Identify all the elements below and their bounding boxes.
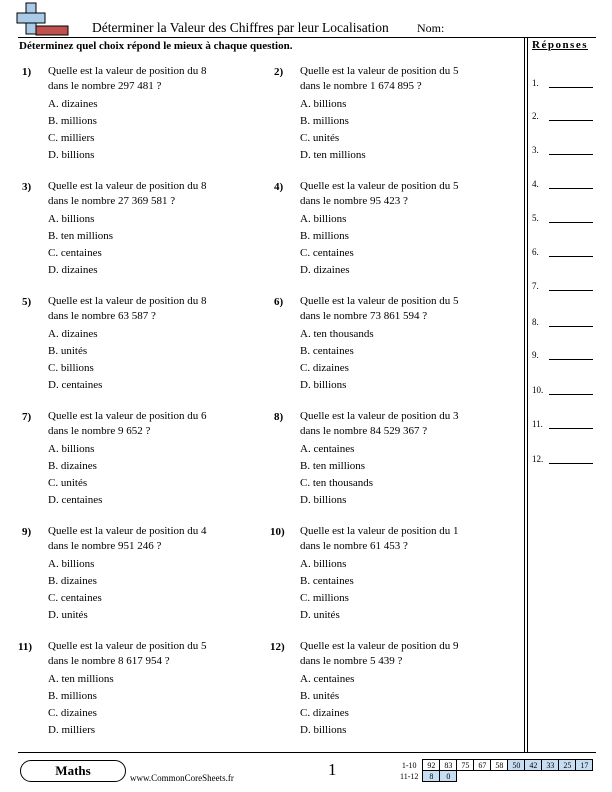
answer-slot[interactable] xyxy=(532,247,596,257)
question-line: dans le nombre 61 453 ? xyxy=(300,539,408,552)
answer-slot[interactable] xyxy=(532,281,596,291)
answer-option[interactable]: C. unités xyxy=(48,476,88,489)
answer-slot[interactable] xyxy=(532,78,596,88)
question-line: dans le nombre 5 439 ? xyxy=(300,654,403,667)
answer-option[interactable]: D. billions xyxy=(48,148,95,161)
answer-option[interactable]: B. dizaines xyxy=(48,574,97,587)
question-line: dans le nombre 84 529 367 ? xyxy=(300,424,428,437)
question-text xyxy=(48,524,258,553)
answer-option[interactable]: A. billions xyxy=(300,98,347,110)
question-line: Quelle est la valeur de position du 1 xyxy=(300,525,459,537)
answer-option[interactable]: A. dizaines xyxy=(48,328,98,340)
answer-slot[interactable] xyxy=(532,385,596,395)
answer-option[interactable]: D. milliers xyxy=(48,723,96,736)
answer-option[interactable]: C. centaines xyxy=(48,246,102,259)
answer-option[interactable]: A. centaines xyxy=(300,673,355,685)
question-line: dans le nombre 27 369 581 ? xyxy=(48,194,176,207)
answer-option[interactable]: B. millions xyxy=(300,114,349,127)
answer-option[interactable]: C. dizaines xyxy=(300,706,349,719)
answer-line[interactable] xyxy=(549,326,593,327)
question-number: 5) xyxy=(22,296,32,308)
answer-option[interactable]: B. ten millions xyxy=(300,459,366,472)
question-text xyxy=(48,179,258,208)
answer-option[interactable]: C. centaines xyxy=(48,591,102,604)
subject-badge: Maths xyxy=(20,760,126,782)
answer-slot[interactable] xyxy=(532,213,596,223)
answer-line[interactable] xyxy=(549,290,593,291)
question-line: dans le nombre 951 246 ? xyxy=(48,539,162,552)
question-number: 4) xyxy=(274,181,284,193)
answer-number: 3. xyxy=(532,145,539,155)
option-list xyxy=(300,556,354,624)
answer-option[interactable]: D. centaines xyxy=(48,493,103,506)
instructions: Déterminez quel choix répond le mieux à chaque question. xyxy=(19,40,293,52)
answer-option[interactable]: B. unités xyxy=(300,689,340,702)
answer-option[interactable]: C. unités xyxy=(300,131,340,144)
option-list xyxy=(48,671,114,739)
answer-option[interactable]: C. milliers xyxy=(48,131,95,144)
question-number: 6) xyxy=(274,296,284,308)
answer-option[interactable]: B. millions xyxy=(48,114,97,127)
question-number: 1) xyxy=(22,66,32,78)
answer-option[interactable]: B. centaines xyxy=(300,344,354,357)
question-text xyxy=(48,294,258,323)
score-row xyxy=(398,771,593,782)
answer-option[interactable]: B. dizaines xyxy=(48,459,97,472)
answer-line[interactable] xyxy=(549,154,593,155)
question-line: Quelle est la valeur de position du 5 xyxy=(48,640,207,652)
footer-divider xyxy=(18,752,596,753)
answer-option[interactable]: D. dizaines xyxy=(48,263,98,276)
option-list xyxy=(300,96,366,164)
question-line: dans le nombre 297 481 ? xyxy=(48,79,162,92)
column-divider xyxy=(524,37,525,753)
question-line: Quelle est la valeur de position du 4 xyxy=(48,525,207,537)
answer-line[interactable] xyxy=(549,463,593,464)
answer-option[interactable]: D. unités xyxy=(300,608,340,621)
score-cell: 83 xyxy=(440,760,457,771)
answer-option[interactable]: A. billions xyxy=(48,558,95,570)
answer-option[interactable]: A. centaines xyxy=(300,443,355,455)
answer-slot[interactable] xyxy=(532,419,596,429)
question-line: dans le nombre 63 587 ? xyxy=(48,309,156,322)
question-line: dans le nombre 1 674 895 ? xyxy=(300,79,422,92)
score-cell: 25 xyxy=(559,760,576,771)
answer-line[interactable] xyxy=(549,256,593,257)
answer-option[interactable]: B. millions xyxy=(300,229,349,242)
question-text xyxy=(48,639,258,668)
question-line: Quelle est la valeur de position du 3 xyxy=(300,410,459,422)
option-list xyxy=(300,671,354,739)
score-cell: 67 xyxy=(474,760,491,771)
answer-slot[interactable] xyxy=(532,111,596,121)
option-list xyxy=(48,441,102,509)
question-line: dans le nombre 95 423 ? xyxy=(300,194,408,207)
question-line: Quelle est la valeur de position du 5 xyxy=(300,295,459,307)
answer-option[interactable]: A. billions xyxy=(48,213,95,225)
question-number: 9) xyxy=(22,526,32,538)
score-cell: 75 xyxy=(457,760,474,771)
answer-number: 9. xyxy=(532,350,539,360)
option-list xyxy=(48,96,97,164)
answer-number: 12. xyxy=(532,454,544,464)
answer-slot[interactable] xyxy=(532,454,596,464)
answer-option[interactable]: C. centaines xyxy=(300,246,354,259)
answer-option[interactable]: B. ten millions xyxy=(48,229,114,242)
answer-number: 7. xyxy=(532,281,539,291)
score-range-label: 1-10 xyxy=(401,760,417,770)
question-text xyxy=(48,64,258,93)
score-cell: 0 xyxy=(440,771,457,782)
answer-number: 6. xyxy=(532,247,539,257)
question-number: 2) xyxy=(274,66,284,78)
score-cell: 58 xyxy=(491,760,508,771)
score-table xyxy=(398,759,593,782)
answer-number: 1. xyxy=(532,78,539,88)
answer-option[interactable]: A. billions xyxy=(300,558,347,570)
answer-number: 8. xyxy=(532,317,539,327)
score-cell: 8 xyxy=(423,771,440,782)
answer-option[interactable]: A. ten millions xyxy=(48,673,114,685)
option-list xyxy=(300,441,373,509)
question-text xyxy=(300,639,510,668)
page-number: 1 xyxy=(328,760,337,779)
score-cell: 17 xyxy=(576,760,593,771)
answer-slot[interactable] xyxy=(532,350,596,360)
answer-option[interactable]: B. unités xyxy=(48,344,88,357)
question-number: 10) xyxy=(270,526,285,538)
question-line: Quelle est la valeur de position du 8 xyxy=(48,180,207,192)
question-line: Quelle est la valeur de position du 5 xyxy=(300,180,459,192)
question-line: dans le nombre 8 617 954 ? xyxy=(48,654,170,667)
question-number: 11) xyxy=(18,641,33,653)
option-list xyxy=(300,211,354,279)
answer-slot[interactable] xyxy=(532,317,596,327)
question-line: Quelle est la valeur de position du 6 xyxy=(48,410,207,422)
answer-option[interactable]: D. billions xyxy=(300,723,347,736)
answer-number: 5. xyxy=(532,213,539,223)
score-cell: 33 xyxy=(542,760,559,771)
question-line: Quelle est la valeur de position du 8 xyxy=(48,65,207,77)
question-text xyxy=(300,409,510,438)
answer-option[interactable]: B. millions xyxy=(48,689,97,702)
answer-option[interactable]: C. dizaines xyxy=(48,706,97,719)
question-number: 3) xyxy=(22,181,32,193)
plus-cross-logo-icon xyxy=(14,2,70,36)
question-text xyxy=(300,294,510,323)
answer-line[interactable] xyxy=(549,120,593,121)
answer-line[interactable] xyxy=(549,428,593,429)
answers-title: Réponses xyxy=(532,39,589,51)
option-list xyxy=(48,556,102,624)
question-text xyxy=(300,179,510,208)
question-line: Quelle est la valeur de position du 9 xyxy=(300,640,459,652)
question-line: Quelle est la valeur de position du 5 xyxy=(300,65,459,77)
option-list xyxy=(48,211,113,279)
score-row xyxy=(398,760,593,771)
answer-number: 4. xyxy=(532,179,539,189)
question-text xyxy=(48,409,258,438)
score-cell: 92 xyxy=(423,760,440,771)
question-line: dans le nombre 9 652 ? xyxy=(48,424,151,437)
score-cell: 50 xyxy=(508,760,525,771)
answer-option[interactable]: D. dizaines xyxy=(300,263,350,276)
option-list xyxy=(300,326,374,394)
question-line: dans le nombre 73 861 594 ? xyxy=(300,309,428,322)
question-number: 7) xyxy=(22,411,32,423)
answer-option[interactable]: D. unités xyxy=(48,608,88,621)
page-title: Déterminer la Valeur des Chiffres par leur Localisation xyxy=(92,20,389,35)
question-text xyxy=(300,524,510,553)
option-list xyxy=(48,326,102,394)
header-divider xyxy=(18,37,596,38)
answer-option[interactable]: A. billions xyxy=(300,213,347,225)
answer-option[interactable]: D. billions xyxy=(300,378,347,391)
answer-number: 2. xyxy=(532,111,539,121)
answer-line[interactable] xyxy=(549,87,593,88)
answer-line[interactable] xyxy=(549,188,593,189)
score-cell: 42 xyxy=(525,760,542,771)
answer-option[interactable]: A. billions xyxy=(48,443,95,455)
answer-option[interactable]: C. millions xyxy=(300,591,349,604)
answer-slot[interactable] xyxy=(532,179,596,189)
answer-option[interactable]: B. centaines xyxy=(300,574,354,587)
answer-option[interactable]: C. ten thousands xyxy=(300,476,374,489)
answer-slot[interactable] xyxy=(532,145,596,155)
score-range-label: 11-12 xyxy=(400,771,419,781)
answer-line[interactable] xyxy=(549,222,593,223)
name-label: Nom: xyxy=(417,21,445,35)
question-number: 12) xyxy=(270,641,285,653)
answer-option[interactable]: D. centaines xyxy=(48,378,103,391)
column-divider xyxy=(527,37,528,753)
question-line: Quelle est la valeur de position du 8 xyxy=(48,295,207,307)
answer-option[interactable]: D. billions xyxy=(300,493,347,506)
question-text xyxy=(300,64,510,93)
answer-line[interactable] xyxy=(549,394,593,395)
answer-line[interactable] xyxy=(549,359,593,360)
question-number: 8) xyxy=(274,411,284,423)
answer-option[interactable]: C. billions xyxy=(48,361,94,374)
answer-option[interactable]: D. ten millions xyxy=(300,148,366,161)
answer-number: 11. xyxy=(532,419,543,429)
answer-number: 10. xyxy=(532,385,544,395)
answer-option[interactable]: C. dizaines xyxy=(300,361,349,374)
answer-option[interactable]: A. dizaines xyxy=(48,98,98,110)
website-link[interactable]: www.CommonCoreSheets.fr xyxy=(130,773,234,783)
answer-option[interactable]: A. ten thousands xyxy=(300,328,374,340)
